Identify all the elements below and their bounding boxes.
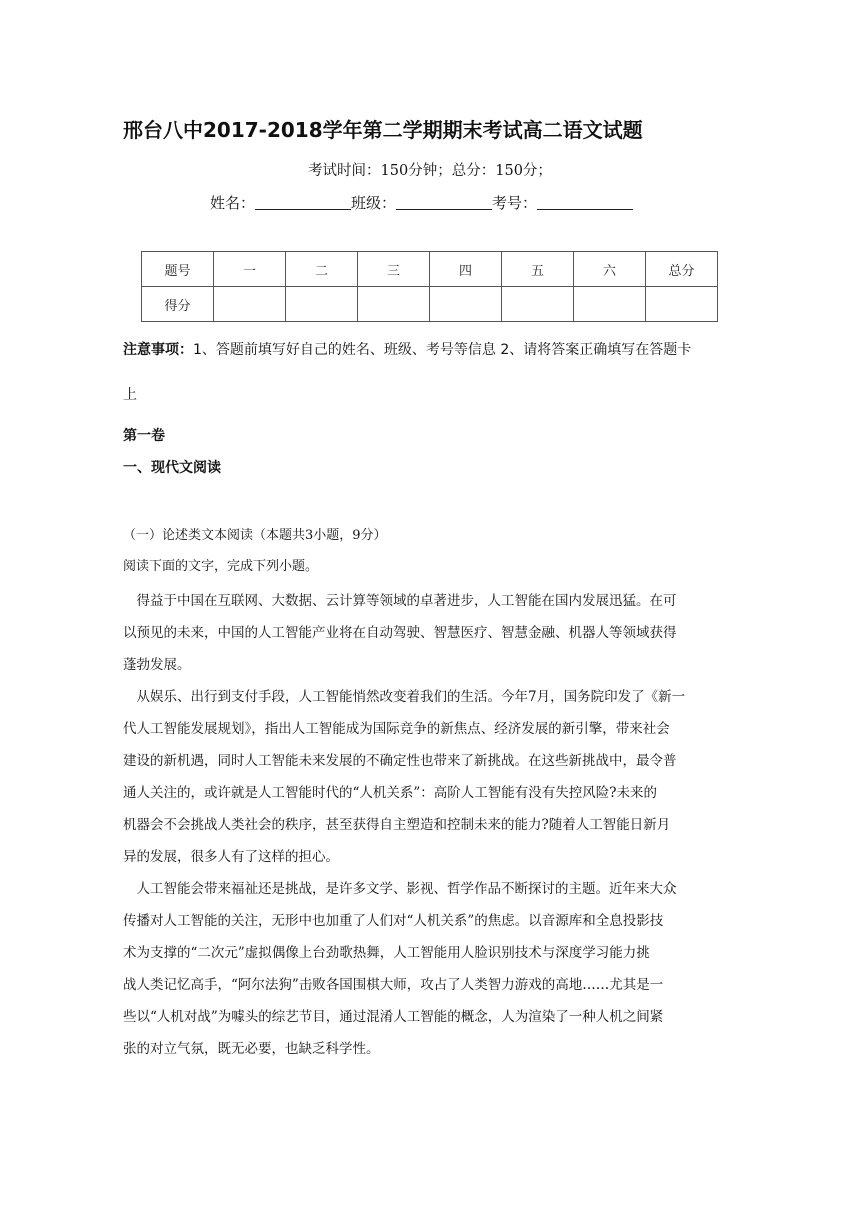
exam-info: 考试时间：150分钟；总分：150分； [308,163,552,179]
notice [123,339,691,359]
score-cell[interactable] [574,287,646,322]
passage-line: 异的发展，很多人有了这样的担心。 [123,849,339,865]
table-cell: 四 [430,252,502,287]
notice-text: 1、答题前填写好自己的姓名、班级、考号等信息 2、请将答案正确填写在答题卡 [193,342,692,358]
passage-line: 代人工智能发展规划》，指出人工智能成为国际竞争的新焦点、经济发展的新引擎，带来社会 [123,721,670,737]
score-cell[interactable] [214,287,286,322]
score-cell[interactable] [358,287,430,322]
subsection-heading: （一）论述类文本阅读（本题共3小题，9分） [123,528,387,543]
name-label: 姓名： [210,194,256,212]
class-blank[interactable] [396,195,492,210]
passage-line: 从娱乐、出行到支付手段，人工智能悄然改变着我们的生活。今年7月，国务院印发了《新一 [123,689,686,705]
passage-line: 战人类记忆高手，“阿尔法狗”击败各国围棋大师，攻占了人类智力游戏的高地……尤其是一 [123,977,664,993]
score-table-score-row [142,287,718,322]
score-cell[interactable] [430,287,502,322]
page-title: 邢台八中2017-2018学年第二学期期末考试高二语文试题 [123,118,643,142]
passage-line: 机器会不会挑战人类社会的秩序，甚至获得自主塑造和控制未来的能力?随着人工智能日新月 [123,817,671,833]
number-label: 考号： [492,194,538,212]
reading-passage [123,591,743,1071]
table-cell: 一 [214,252,286,287]
passage-line: 些以“人机对战”为噱头的综艺节目，通过混淆人工智能的概念，人为渲染了一种人机之间紧 [123,1009,664,1025]
table-cell: 三 [358,252,430,287]
score-table [141,251,718,322]
score-table-header-row [142,252,718,287]
passage-line: 传播对人工智能的关注，无形中也加重了人们对“人机关系”的焦虑。以音源库和全息投影技 [123,913,664,929]
passage-line: 通人关注的，或许就是人工智能时代的“人机关系”：高阶人工智能有没有失控风险?未来的 [123,785,658,801]
number-blank[interactable] [537,195,633,210]
table-cell: 总分 [646,252,718,287]
name-blank[interactable] [255,195,351,210]
student-info-row [210,192,633,213]
table-cell: 题号 [142,252,214,287]
class-label: 班级： [351,194,397,212]
table-cell: 得分 [142,287,214,322]
table-cell: 五 [502,252,574,287]
passage-line: 术为支撑的“二次元”虚拟偶像上台劲歌热舞，人工智能用人脸识别技术与深度学习能力挑 [123,945,650,961]
table-cell: 六 [574,252,646,287]
notice-label: 注意事项： [123,342,193,358]
score-cell[interactable] [646,287,718,322]
passage-line: 张的对立气氛，既无必要，也缺乏科学性。 [123,1041,380,1057]
passage-line: 蓬勃发展。 [123,657,191,673]
passage-line: 得益于中国在互联网、大数据、云计算等领域的卓著进步，人工智能在国内发展迅猛。在可 [123,593,677,609]
passage-line: 建设的新机遇，同时人工智能未来发展的不确定性也带来了新挑战。在这些新挑战中，最令普 [123,753,677,769]
score-cell[interactable] [502,287,574,322]
section-heading: 一、现代文阅读 [123,460,221,476]
notice-continuation: 上 [123,387,137,403]
score-cell[interactable] [286,287,358,322]
volume-heading: 第一卷 [123,428,165,444]
passage-line: 人工智能会带来福祉还是挑战，是许多文学、影视、哲学作品不断探讨的主题。近年来大众 [123,881,677,897]
passage-line: 以预见的未来，中国的人工智能产业将在自动驾驶、智慧医疗、智慧金融、机器人等领域获得 [123,625,677,641]
table-cell: 二 [286,252,358,287]
reading-instruction: 阅读下面的文字，完成下列小题。 [123,559,319,574]
